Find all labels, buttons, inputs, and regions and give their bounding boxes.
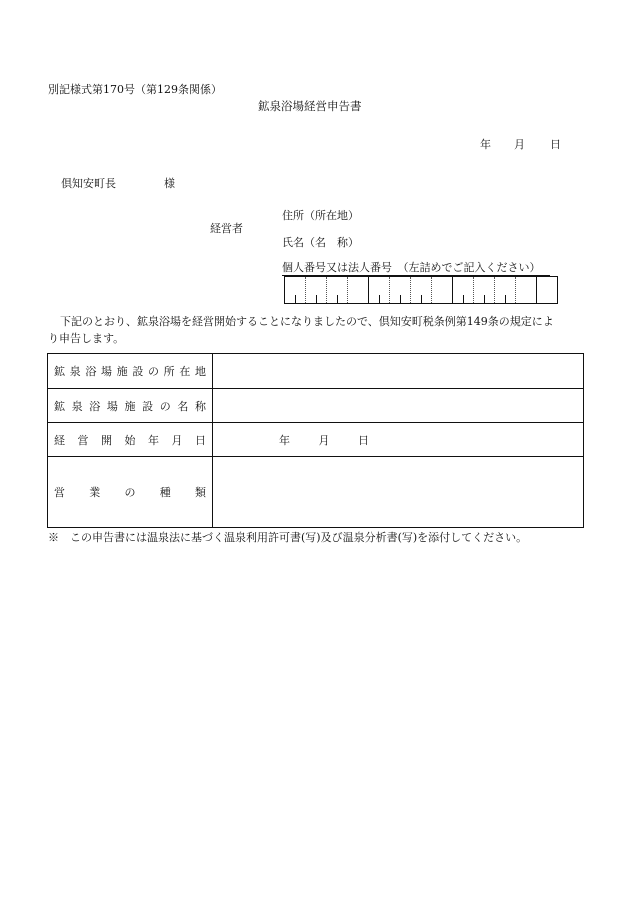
business-type-label: 営業の種類: [48, 457, 213, 528]
start-year-label: 年: [279, 433, 290, 447]
id-digit-box[interactable]: [516, 277, 537, 303]
date-year-label: 年: [480, 138, 491, 151]
id-digit-box[interactable]: [537, 277, 557, 303]
id-number-boxes[interactable]: [284, 276, 558, 304]
id-digit-box[interactable]: [348, 277, 369, 303]
start-date-field[interactable]: [213, 423, 584, 457]
start-date-label: 経営開始年月日: [48, 423, 213, 457]
page-title: 鉱泉浴場経営申告書: [258, 99, 362, 113]
id-number-underline: [282, 261, 550, 276]
address-label: 住所（所在地）: [282, 209, 359, 222]
table-row: [48, 457, 584, 528]
id-digit-box[interactable]: [411, 277, 432, 303]
body-text-line1: 下記のとおり、鉱泉浴場を経営開始することになりましたので、倶知安町税条例第149条の規定によ: [60, 315, 554, 328]
addressee-name: 倶知安町長: [61, 177, 116, 190]
date-day-label: 日: [550, 138, 561, 151]
body-text-line2: り申告します。: [48, 332, 125, 345]
addressee-honorific: 様: [164, 177, 175, 190]
business-type-field[interactable]: [213, 457, 584, 528]
name-label: 氏名（名 称）: [282, 236, 359, 249]
start-day-label: 日: [358, 433, 369, 447]
id-digit-box[interactable]: [474, 277, 495, 303]
facility-name-field[interactable]: [213, 389, 584, 423]
id-digit-box[interactable]: [327, 277, 348, 303]
attachment-note: ※ この申告書には温泉法に基づく温泉利用許可書(写)及び温泉分析書(写)を添付してください。: [48, 531, 528, 544]
table-row: [48, 423, 584, 457]
id-number-label: 個人番号又は法人番号 （左詰めでご記入ください）: [282, 261, 541, 274]
form-reference: 別記様式第170号（第129条関係）: [48, 83, 222, 96]
id-digit-box[interactable]: [432, 277, 453, 303]
declaration-table: [47, 353, 584, 528]
id-digit-box[interactable]: [285, 277, 306, 303]
facility-location-label: 鉱泉浴場施設の所在地: [48, 354, 213, 389]
table-row: [48, 354, 584, 389]
id-digit-box[interactable]: [369, 277, 390, 303]
facility-location-field[interactable]: [213, 354, 584, 389]
id-digit-box[interactable]: [495, 277, 516, 303]
operator-label: 経営者: [210, 222, 243, 235]
facility-name-label: 鉱泉浴場施設の名称: [48, 389, 213, 423]
table-row: [48, 389, 584, 423]
start-month-label: 月: [318, 433, 330, 447]
id-digit-box[interactable]: [306, 277, 327, 303]
id-digit-box[interactable]: [390, 277, 411, 303]
id-digit-box[interactable]: [453, 277, 474, 303]
date-month-label: 月: [514, 138, 525, 151]
